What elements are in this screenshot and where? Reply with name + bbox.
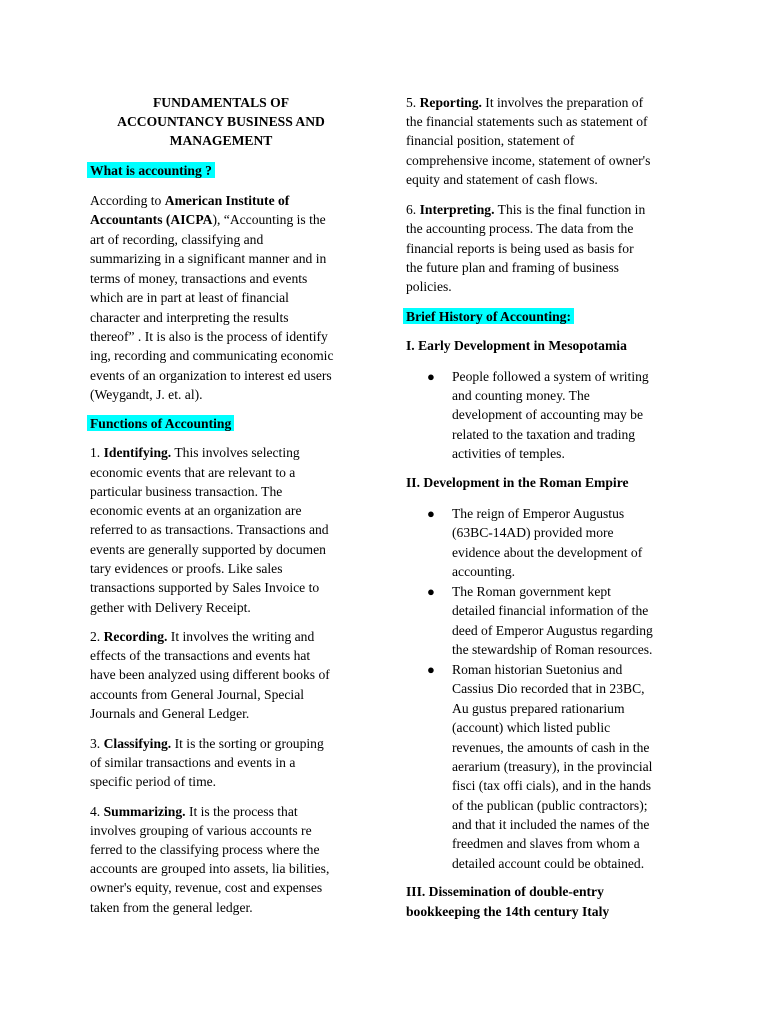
definition-line: (Weygandt, J. et. al). — [90, 387, 203, 402]
function-text-line: accounts from General Journal, Special — [90, 687, 305, 702]
definition-line: summarizing in a significant manner and in — [90, 251, 327, 266]
function-text-line: tary evidences or proofs. Like sales — [90, 561, 283, 576]
definition-line: terms of money, transactions and events — [90, 271, 308, 286]
function-text-line: particular business transaction. The — [90, 484, 283, 499]
history-heading: Brief History of Accounting: — [406, 307, 574, 327]
bullet-text-line: (account) which listed public — [452, 720, 611, 735]
definition-line: which are in part at least of financial — [90, 290, 289, 305]
function-text-line: the future plan and framing of business — [406, 260, 619, 275]
bullet-text-line: accounting. — [452, 564, 516, 579]
function-text-line: taken from the general ledger. — [90, 900, 253, 915]
function-recording: 2. Recording. It involves the writing and — [90, 629, 315, 644]
bullet-text-line: evidence about the development of — [452, 545, 643, 560]
bullet-text-line: Cassius Dio recorded that in 23BC, — [452, 681, 645, 696]
function-text-line: financial reports is being used as basis for — [406, 241, 634, 256]
function-text-line: economic events at an organization are — [90, 503, 302, 518]
bullet-text-line: related to the taxation and trading — [452, 427, 636, 442]
bullet-text-line: (63BC-14AD) provided more — [452, 525, 614, 540]
function-summarizing: 4. Summarizing. It is the process that — [90, 804, 298, 819]
bullet-text-line: revenues, the amounts of cash in the — [452, 740, 650, 755]
bullet-text-line: Roman historian Suetonius and — [452, 662, 623, 677]
bullet-text-line: freedmen and slaves from whom a — [452, 836, 640, 851]
function-text-line: of similar transactions and events in a — [90, 755, 296, 770]
definition-line: events of an organization to interest ed users — [90, 368, 332, 383]
function-text-line: involves grouping of various accounts re — [90, 823, 312, 838]
functions-heading: Functions of Accounting — [90, 414, 234, 434]
function-text-line: financial position, statement of — [406, 133, 575, 148]
bullet-text-line: fisci (tax offi cials), and in the hands — [452, 778, 652, 793]
bullet-icon: ● — [427, 662, 435, 677]
section-italy-heading-line-2: bookkeeping the 14th century Italy — [406, 904, 610, 919]
bullet-text-line: and counting money. The — [452, 388, 590, 403]
function-text-line: comprehensive income, statement of owner's — [406, 153, 651, 168]
bullet-text-line: aerarium (treasury), in the provincial — [452, 759, 653, 774]
function-text-line: have been analyzed using different books of — [90, 667, 330, 682]
bullet-text-line: deed of Emperor Augustus regarding — [452, 623, 653, 638]
bullet-text-line: The Roman government kept — [452, 584, 611, 599]
function-text-line: policies. — [406, 279, 452, 294]
bullet-text-line: Au gustus prepared rationarium — [452, 701, 625, 716]
what-is-accounting-heading: What is accounting ? — [90, 161, 215, 181]
function-text-line: gether with Delivery Receipt. — [90, 600, 251, 615]
function-identifying: 1. Identifying. This involves selecting — [90, 445, 300, 460]
function-text-line: Journals and General Ledger. — [90, 706, 250, 721]
bullet-icon: ● — [427, 369, 435, 384]
bullet-text-line: The reign of Emperor Augustus — [452, 506, 625, 521]
document-title-line-3: MANAGEMENT — [169, 133, 273, 148]
function-text-line: transactions supported by Sales Invoice to — [90, 580, 320, 595]
function-text-line: ferred to the classifying process where the — [90, 842, 320, 857]
bullet-text-line: of the publican (public contractors); — [452, 798, 648, 813]
function-text-line: events are generally supported by documen — [90, 542, 326, 557]
function-interpreting: 6. Interpreting. This is the final function in — [406, 202, 646, 217]
bullet-text-line: the stewardship of Roman resources. — [452, 642, 653, 657]
document-title-line-2: ACCOUNTANCY BUSINESS AND — [117, 114, 325, 129]
function-text-line: the accounting process. The data from the — [406, 221, 634, 236]
bullet-text-line: detailed account could be obtained. — [452, 856, 645, 871]
function-text-line: the financial statements such as statement of — [406, 114, 648, 129]
bullet-icon: ● — [427, 584, 435, 599]
definition-line: ing, recording and communicating economic — [90, 348, 334, 363]
bullet-text-line: and that it included the names of the — [452, 817, 650, 832]
bullet-text-line: People followed a system of writing — [452, 369, 649, 384]
function-reporting: 5. Reporting. It involves the preparation of — [406, 95, 644, 110]
bullet-text-line: development of accounting may be — [452, 407, 644, 422]
function-text-line: economic events that are relevant to a — [90, 465, 296, 480]
definition-line: thereof” . It is also is the process of identify — [90, 329, 328, 344]
definition-line: Accountants (AICPA), “Accounting is the — [90, 212, 326, 227]
document-title-line-1: FUNDAMENTALS OF — [152, 95, 290, 110]
function-classifying: 3. Classifying. It is the sorting or grouping — [90, 736, 324, 751]
definition-line: character and interpreting the results — [90, 310, 289, 325]
bullet-text-line: detailed financial information of the — [452, 603, 649, 618]
section-mesopotamia-heading: I. Early Development in Mesopotamia — [406, 338, 627, 353]
section-roman-heading: II. Development in the Roman Empire — [406, 475, 629, 490]
definition-line: According to American Institute of — [90, 193, 290, 208]
function-text-line: accounts are grouped into assets, lia bilities, — [90, 861, 330, 876]
function-text-line: equity and statement of cash flows. — [406, 172, 598, 187]
bullet-text-line: activities of temples. — [452, 446, 565, 461]
bullet-icon: ● — [427, 506, 435, 521]
section-italy-heading-line-1: III. Dissemination of double-entry — [406, 884, 604, 899]
definition-line: art of recording, classifying and — [90, 232, 264, 247]
function-text-line: effects of the transactions and events hat — [90, 648, 311, 663]
function-text-line: referred to as transactions. Transactions and — [90, 522, 329, 537]
function-text-line: specific period of time. — [90, 774, 217, 789]
function-text-line: owner's equity, revenue, cost and expenses — [90, 880, 323, 895]
